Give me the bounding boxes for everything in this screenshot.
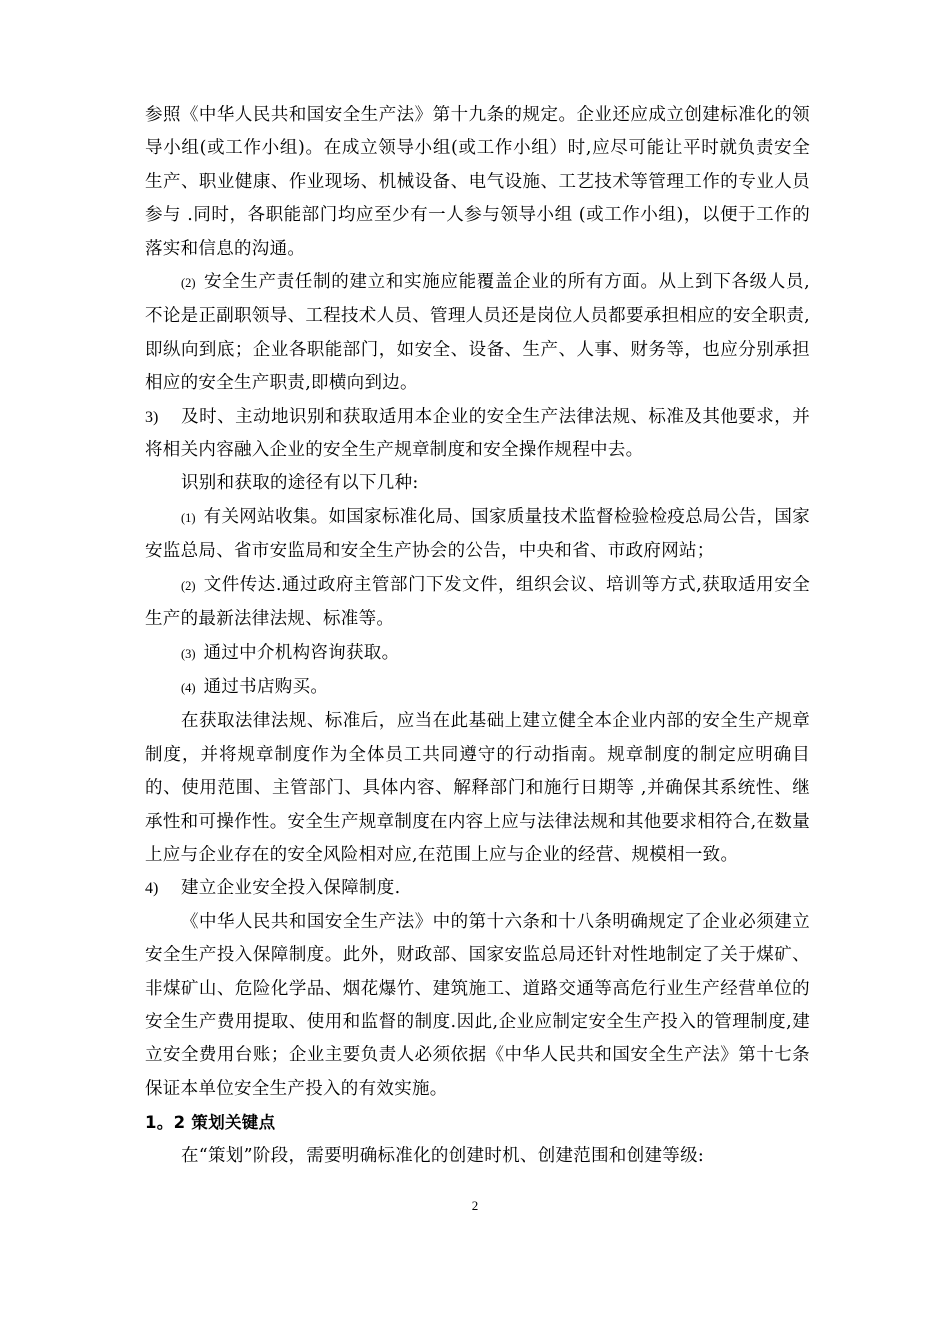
- paragraph-investment-title: [145, 872, 810, 905]
- item-number: (2): [181, 276, 196, 291]
- paragraph-text: 通过中介机构咨询获取。: [203, 642, 400, 663]
- paragraph-responsibility-system: [145, 266, 810, 401]
- paragraph-text: 参照《中华人民共和国安全生产法》第十九条的规定。企业还应成立创建标准化的领导小组(或工作小组)。在成立领导小组(或工作小组）时,应尽可能让平时就负责安全生产、职业健康、作业现场、机械设备、电气设施、工艺技术等管理工作的专业人员参与 .同时，各职能部门均应至少有一人参与领导小组 (或工作小组)，以便于工作的落实和信息的沟通。: [145, 105, 810, 259]
- paragraph-text: 文件传达.通过政府主管部门下发文件，组织会议、培训等方式,获取适用安全生产的最新法律法规、标准等。: [145, 574, 810, 630]
- item-number: (2): [181, 578, 196, 593]
- paragraph-channel-agency: [145, 637, 810, 671]
- item-number: (1): [181, 510, 196, 525]
- paragraph-channels-intro: [145, 467, 810, 500]
- paragraph-text: 识别和获取的途径有以下几种:: [181, 473, 419, 494]
- paragraph-channel-websites: [145, 501, 810, 569]
- paragraph-text: 及时、主动地识别和获取适用本企业的安全生产法律法规、标准及其他要求，并将相关内容融入企业的安全生产规章制度和安全操作规程中去。: [145, 406, 810, 461]
- paragraph-channel-bookstore: [145, 671, 810, 705]
- paragraph-text: 在获取法律法规、标准后，应当在此基础上建立健全本企业内部的安全生产规章制度，并将规章制度作为全体员工共同遵守的行动指南。规章制度的制定应明确目的、使用范围、主管部门、具体内容、解释部门和施行日期等 ,并确保其系统性、继承性和可操作性。安全生产规章制度在内容上应与法律法规和其他要求相符合,在数量上应与企业存在的安全风险相对应,在范围上应与企业的经营、规模相一致。: [145, 711, 810, 865]
- paragraph-planning-stage: [145, 1140, 810, 1173]
- paragraph-leadership-group: [145, 99, 810, 266]
- item-number: (3): [181, 646, 196, 661]
- document-body: [145, 99, 810, 1173]
- paragraph-regulations: [145, 705, 810, 872]
- paragraph-text: 通过书店购买。: [203, 676, 329, 697]
- item-number: 3): [145, 408, 159, 426]
- paragraph-text: 在“策划”阶段，需要明确标准化的创建时机、创建范围和创建等级:: [181, 1145, 705, 1166]
- paragraph-text: 建立企业安全投入保障制度.: [181, 878, 401, 899]
- paragraph-investment-body: [145, 906, 810, 1106]
- section-heading: 1。2 策划关键点: [145, 1113, 276, 1133]
- paragraph-identify-laws: [145, 401, 810, 468]
- page-number: 2: [471, 1198, 479, 1213]
- paragraph-channel-documents: [145, 569, 810, 637]
- paragraph-text: 《中华人民共和国安全生产法》中的第十六条和十八条明确规定了企业必须建立安全生产投入保障制度。此外，财政部、国家安监总局还针对性地制定了关于煤矿、非煤矿山、危险化学品、烟花爆竹、建筑施工、道路交通等高危行业生产经营单位的安全生产费用提取、使用和监督的制度.因此,企业应制定安全生产投入的管理制度,建立安全费用台账；企业主要负责人必须依据《中华人民共和国安全生产法》第十七条保证本单位安全生产投入的有效实施。: [145, 911, 810, 1099]
- paragraph-text: 有关网站收集。如国家标准化局、国家质量技术监督检验检疫总局公告，国家安监总局、省市安监局和安全生产协会的公告，中央和省、市政府网站；: [145, 506, 810, 562]
- item-number: 4): [145, 880, 159, 898]
- paragraph-text: 安全生产责任制的建立和实施应能覆盖企业的所有方面。从上到下各级人员,不论是正副职领导、工程技术人员、管理人员还是岗位人员都要承担相应的安全职责,即纵向到底；企业各职能部门，如安全、设备、生产、人事、财务等，也应分别承担相应的安全生产职责,即横向到边。: [145, 272, 810, 394]
- item-number: (4): [181, 680, 196, 695]
